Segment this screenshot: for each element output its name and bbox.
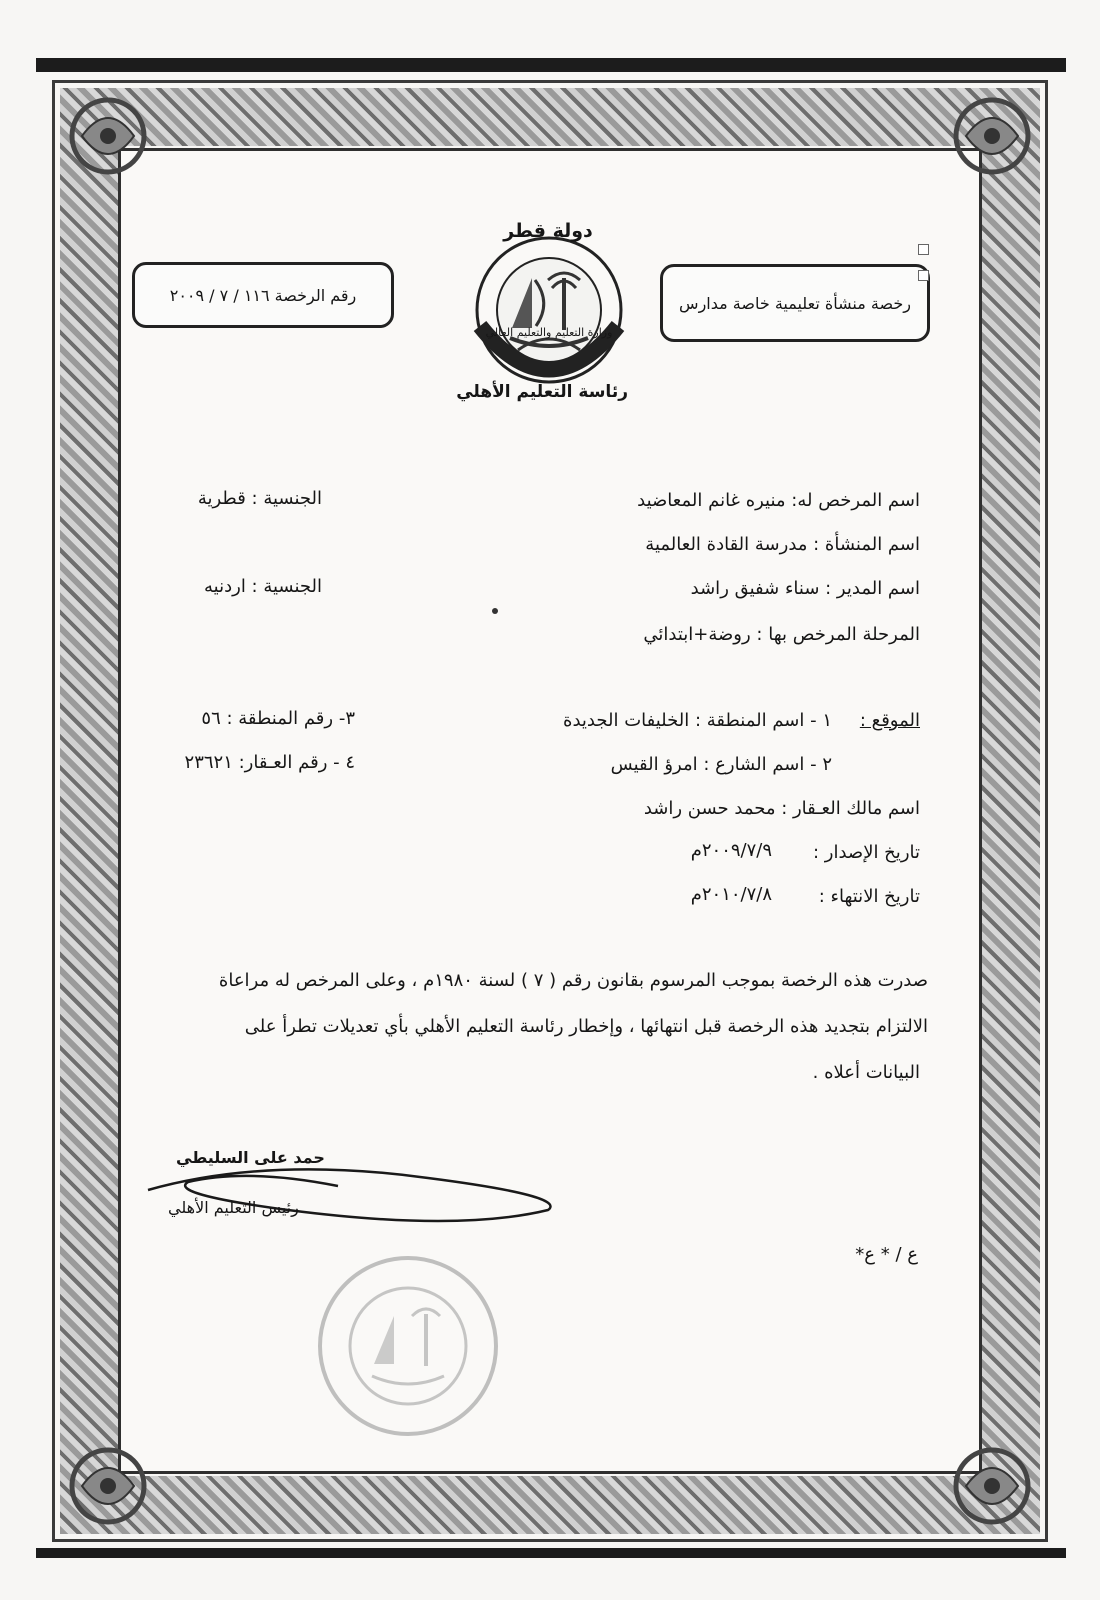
licensee-field: اسم المرخص له: منيره غانم المعاضيد bbox=[637, 490, 920, 511]
issue-date-label: تاريخ الإصدار : bbox=[812, 842, 920, 863]
logo-bottom-text: رئاسة التعليم الأهلي bbox=[456, 382, 628, 402]
director-nationality: الجنسية : اردنيه bbox=[204, 576, 322, 597]
expiry-date-label: تاريخ الانتهاء : bbox=[818, 886, 920, 907]
corner-ornament-top-left bbox=[62, 90, 154, 182]
director-field: اسم المدير : سناء شفيق راشد bbox=[690, 578, 920, 599]
logo-top-text: دولة قطر bbox=[503, 220, 593, 242]
location-area-name: ١ - اسم المنطقة : الخليفات الجديدة bbox=[563, 710, 832, 731]
corner-ornament-top-right bbox=[946, 90, 1038, 182]
checkbox-2 bbox=[918, 270, 929, 281]
facility-field: اسم المنشأة : مدرسة القادة العالمية bbox=[645, 534, 920, 555]
stage-field: المرحلة المرخص بها : روضة+ابتدائي bbox=[643, 624, 920, 645]
issue-date-value: ٢٠٠٩/٧/٩م bbox=[690, 840, 772, 861]
statement-line-3: البيانات أعلاه . bbox=[812, 1062, 920, 1083]
license-number-box: رقم الرخصة ١١٦ / ٧ / ٢٠٠٩ bbox=[132, 262, 394, 328]
signatory-name: حمد على السليطي bbox=[176, 1148, 325, 1167]
location-property-number: ٤ - رقم العـقار: ٢٣٦٢١ bbox=[184, 752, 355, 773]
licensee-nationality: الجنسية : قطرية bbox=[197, 488, 322, 509]
expiry-date-value: ٢٠١٠/٧/٨م bbox=[690, 884, 772, 905]
location-street: ٢ - اسم الشارع : امرؤ القيس bbox=[610, 754, 832, 775]
owner-field: اسم مالك العـقار : محمد حسن راشد bbox=[643, 798, 920, 819]
top-scan-bar bbox=[36, 58, 1066, 72]
location-area-number: ٣- رقم المنطقة : ٥٦ bbox=[201, 708, 355, 729]
corner-ornament-bottom-right bbox=[946, 1440, 1038, 1532]
stray-dot bbox=[492, 608, 498, 614]
signatory-title: رئيس التعليم الأهلي bbox=[168, 1198, 299, 1217]
handwritten-signature bbox=[128, 1160, 588, 1230]
statement-line-2: الالتزام بتجديد هذه الرخصة قبل انتهائها ، وإخطار رئاسة التعليم الأهلي بأي تعديلات تطرأ على bbox=[244, 1016, 928, 1037]
logo-ring-text: وزارة التعليم والتعليم العالي bbox=[485, 326, 613, 339]
reference-code: ع / * ع* bbox=[855, 1244, 918, 1265]
location-label: الموقع : bbox=[859, 710, 920, 731]
license-type-box: رخصة منشأة تعليمية خاصة مدارس bbox=[660, 264, 930, 342]
official-stamp bbox=[308, 1246, 508, 1446]
bottom-scan-bar bbox=[36, 1548, 1066, 1558]
checkbox-1 bbox=[918, 244, 929, 255]
statement-line-1: صدرت هذه الرخصة بموجب المرسوم بقانون رقم ( ٧ ) لسنة ١٩٨٠م ، وعلى المرخص له مراعاة bbox=[218, 970, 928, 991]
corner-ornament-bottom-left bbox=[62, 1440, 154, 1532]
